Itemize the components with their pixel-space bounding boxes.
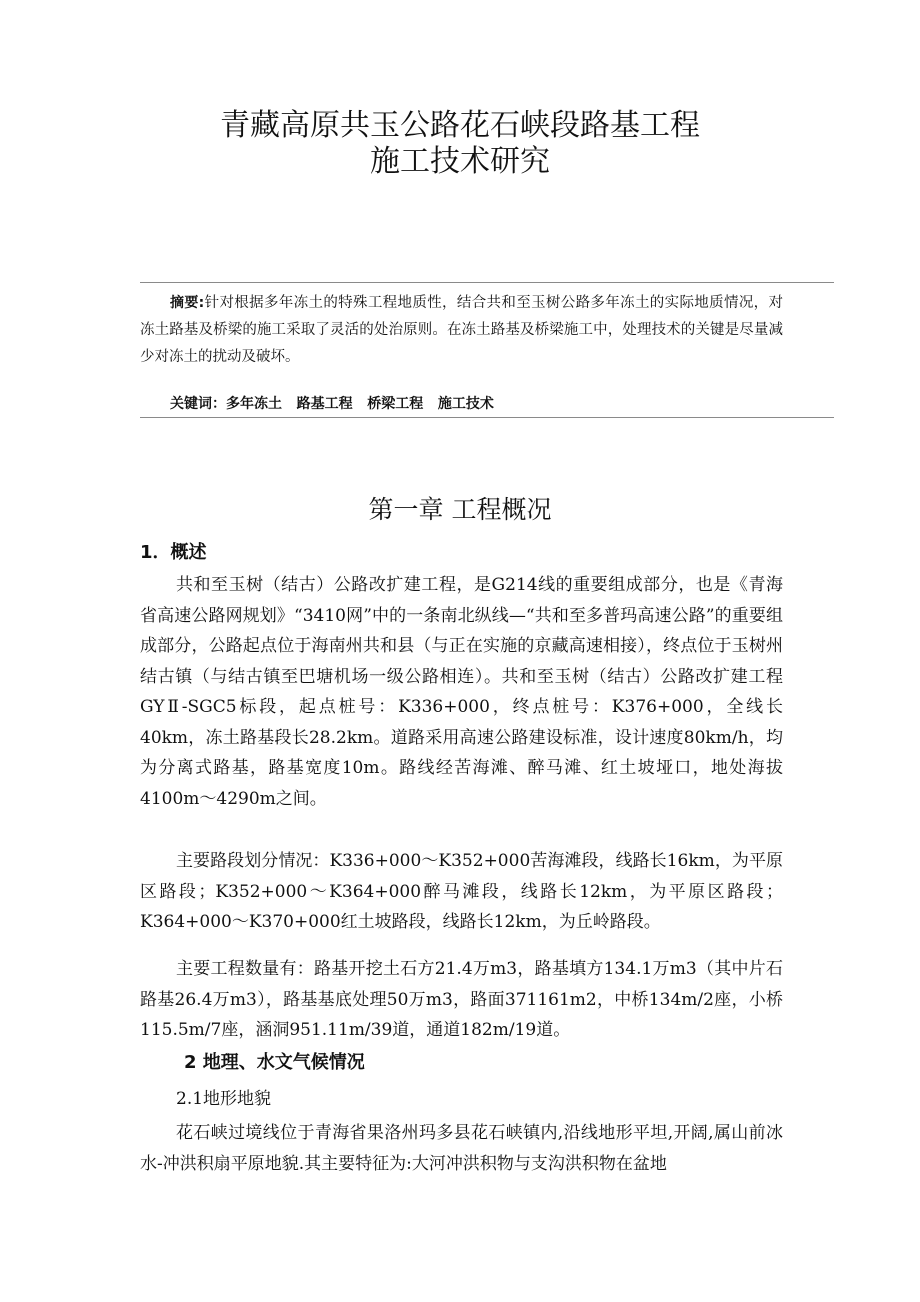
document-title-line-2: 施工技术研究	[370, 144, 550, 179]
abstract-text: 针对根据多年冻土的特殊工程地质性，结合共和至玉树公路多年冻土的实际地质情况，对冻土路基及桥梁的施工采取了灵活的处治原则。在冻土路基及桥梁施工中，处理技术的关键是尽量减少对冻土的扰动及破坏。	[140, 295, 783, 365]
document-title-line-1: 青藏高原共玉公路花石峡段路基工程	[220, 108, 700, 143]
subsection-heading-terrain: 2.1地形地貌	[176, 1089, 272, 1109]
abstract-label: 摘要:	[170, 295, 205, 311]
keywords-line: 关键词：多年冻土 路基工程 桥梁工程 施工技术	[170, 396, 494, 412]
abstract-block	[140, 290, 783, 371]
body-paragraph: 主要路段划分情况：K336+000～K352+000苦海滩段，线路长16km，为平原区路段；K352+000～K364+000醉马滩段，线路长12km，为平原区路段；K364+000～K370+000红土坡路段，线路长12km，为丘岭路段。	[140, 851, 783, 932]
body-paragraph: 共和至玉树（结古）公路改扩建工程，是G214线的重要组成部分，也是《青海省高速公路网规划》“3410网”中的一条南北纵线—“共和至多普玛高速公路”的重要组成部分，公路起点位于海南州共和县（与正在实施的京藏高速相接），终点位于玉树州结古镇（与结古镇至巴塘机场一级公路相连）。共和至玉树（结古）公路改扩建工程GYⅡ-SGC5标段，起点桩号：K336+000，终点桩号：K376+000，全线长40km，冻土路基段长28.2km。道路采用高速公路建设标准，设计速度80km/h，均为分离式路基，路基宽度10m。路线经苦海滩、醉马滩、红土坡垭口，地处海拔4100m～4290m之间。	[140, 575, 783, 809]
body-paragraph: 主要工程数量有：路基开挖土石方21.4万m3，路基填方134.1万m3（其中片石路基26.4万m3），路基基底处理50万m3，路面371161m2，中桥134m/2座，小桥115.5m/7座，涵洞951.11m/39道，通道182m/19道。	[140, 959, 783, 1040]
section-heading-overview: 1．概述	[140, 542, 207, 563]
body-paragraph: 花石峡过境线位于青海省果洛州玛多县花石峡镇内,沿线地形平坦,开阔,属山前冰水-冲洪积扇平原地貌.其主要特征为:大河冲洪积物与支沟洪积物在盆地	[140, 1123, 783, 1174]
abstract-bottom-rule	[140, 417, 834, 418]
chapter-title: 第一章 工程概况	[368, 495, 552, 524]
abstract-top-rule	[140, 282, 834, 283]
abstract-paragraph	[140, 290, 783, 371]
section-heading-geography: 2 地理、水文气候情况	[184, 1052, 365, 1073]
